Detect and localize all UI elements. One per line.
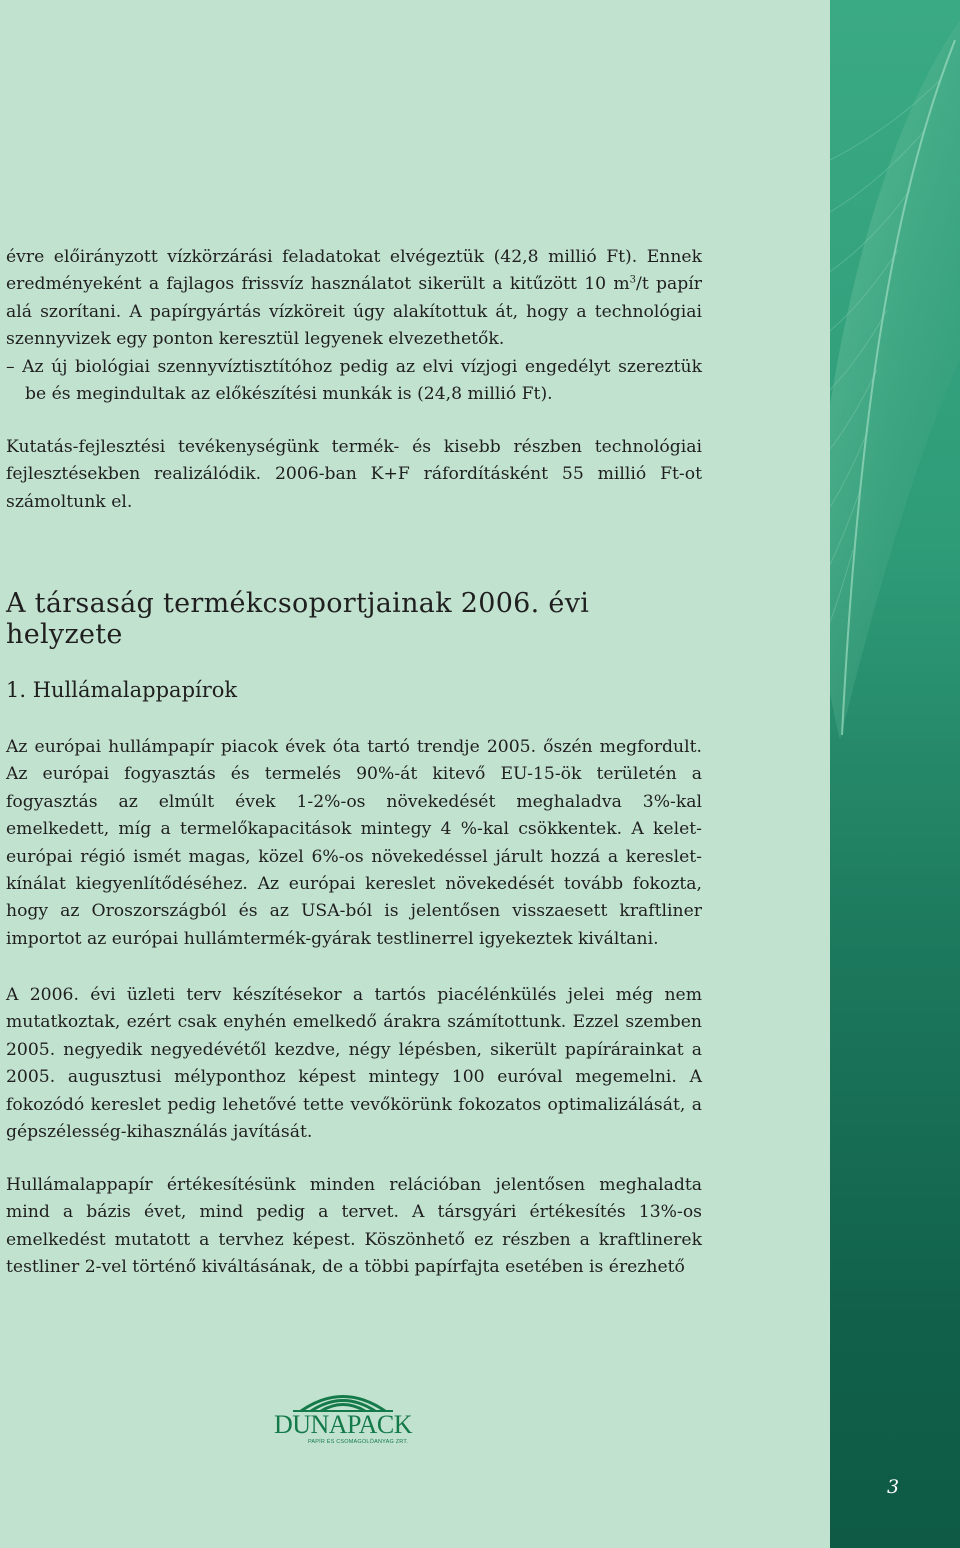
- intro-paragraph: [6, 244, 702, 354]
- dunapack-logo: [273, 1384, 413, 1446]
- paragraph-prices: A 2006. évi üzleti terv készítésekor a tartós piacélénkülés jelei még nem mutatkoztak, ezért csak enyhén emelkedő árakra számítottunk. Ezzel szemben 2005. negyedik negyedévétől kezdve, négy lépésben, sikerült papírárainkat a 2005. augusztusi mélyponthoz képest mintegy 100 euróval megemelni. A fokozódó kereslet pedig lehetővé tette vevőkörünk fokozatos optimalizálását, a gépszélesség-kihasználás javítását.: [6, 985, 702, 1143]
- para1-block: [6, 734, 702, 953]
- intro-block: [6, 244, 702, 408]
- section-title: A társaság termékcsoportjainak 2006. évi helyzete: [6, 588, 590, 650]
- subsection-title: 1. Hullámalappapírok: [6, 678, 238, 702]
- intro-text-part1: évre előirányzott vízkörzárási feladatokat elvégeztük (42,8 millió Ft). Ennek eredményeként a fajlagos frissvíz használatot sikerült a kitűzött 10 m: [6, 247, 702, 295]
- intro-dash-item: – Az új biológiai szennyvíztisztítóhoz pedig az elvi vízjogi engedélyt szereztük be és megindultak az előkészítési munkák is (24,8 millió Ft).: [6, 356, 702, 405]
- intro-text-part2: /t papír alá szorítani. A papírgyártás vízköreit úgy alakítottuk át, hogy a technológiai szennyvizek egy ponton keresztül legyenek elvezethetők.: [6, 274, 702, 350]
- para2-block: [6, 982, 702, 1146]
- rnd-paragraph: Kutatás-fejlesztési tevékenységünk termék- és kisebb részben technológiai fejlesztésekben realizálódik. 2006-ban K+F ráfordításként 55 millió Ft-ot számoltunk el.: [6, 437, 702, 512]
- rnd-block: [6, 434, 702, 516]
- logo-wordmark: DUNAPACK: [273, 1410, 413, 1439]
- page-number: 3: [886, 1476, 900, 1498]
- decorative-sidebar: [830, 0, 960, 1548]
- logo-tagline: PAPÍR ÉS CSOMAGOLÓANYAG ZRT.: [307, 1439, 409, 1445]
- superscript: 3: [629, 274, 637, 286]
- leaf-icon: [830, 0, 960, 760]
- para3-block: [6, 1172, 702, 1282]
- paragraph-market: Az európai hullámpapír piacok évek óta tartó trendje 2005. őszén megfordult. Az európai fogyasztás és termelés 90%-át kitevő EU-15-ök területén a fogyasztás az elmúlt évek 1-2%-os növekedését meghaladva 3%-kal emelkedett, míg a termelőkapacitások mintegy 4 %-kal csökkentek. A kelet-európai régió ismét magas, közel 6%-os növekedéssel járult hozzá a kereslet-kínálat kiegyenlítődéséhez. Az európai kereslet növekedését tovább fokozta, hogy az Oroszországból és az USA-ból is jelentősen visszaesett kraftliner importot az európai hullámtermék-gyárak testlinerrel igyekeztek kiváltani.: [6, 737, 702, 949]
- paragraph-sales: Hullámalappapír értékesítésünk minden relációban jelentősen meghaladta mind a bázis évet, mind pedig a tervet. A társgyári értékesítés 13%-os emelkedést mutatott a tervhez képest. Köszönhető ez részben a kraftlinerek testliner 2-vel történő kiváltásának, de a többi papírfajta esetében is érezhető: [6, 1175, 702, 1278]
